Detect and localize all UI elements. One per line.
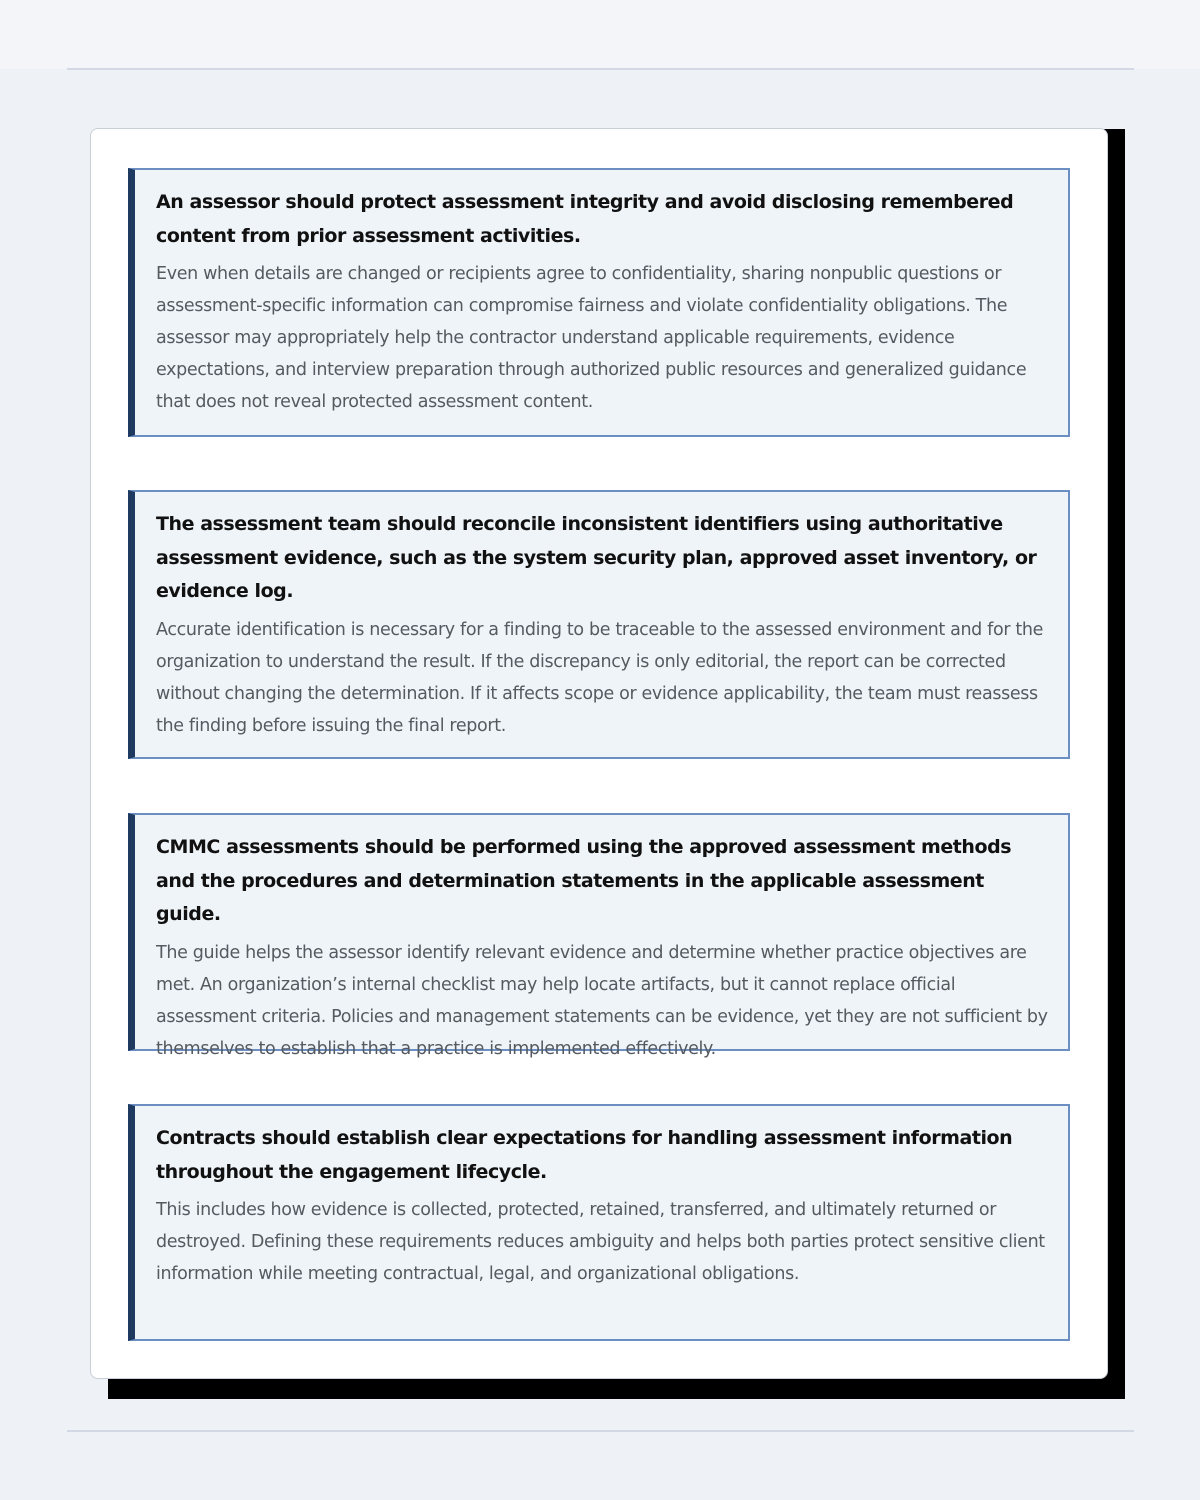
guidance-card-4 bbox=[128, 1104, 1070, 1341]
top-band bbox=[0, 0, 1200, 69]
card-title: The assessment team should reconcile inconsistent identifiers using authoritative assessment evidence, such as the system security plan, approved asset inventory, or evidence log. bbox=[156, 513, 1037, 602]
guidance-card-2 bbox=[128, 490, 1070, 759]
card-title: CMMC assessments should be performed using the approved assessment methods and the procedures and determination statements in the applicable assessment guide. bbox=[156, 836, 1012, 925]
document-page bbox=[90, 128, 1108, 1379]
card-body: This includes how evidence is collected, protected, retained, transferred, and ultimately returned or destroyed. Defining these requirements reduces ambiguity and helps both parties protect sensitive client information while meeting contractual, legal, and organizational obligations. bbox=[156, 1200, 1045, 1284]
top-divider bbox=[67, 68, 1134, 70]
card-body: Accurate identification is necessary for a finding to be traceable to the assessed environment and for the organization to understand the result. If the discrepancy is only editorial, the report can be corrected without changing the determination. If it affects scope or evidence applicability, the team must reassess the finding before issuing the final report. bbox=[156, 619, 1044, 736]
card-body: The guide helps the assessor identify relevant evidence and determine whether practice objectives are met. An organization’s internal checklist may help locate artifacts, but it cannot replace official assessment criteria. Policies and management statements can be evidence, yet they are not sufficient by themselves to establish that a practice is implemented effectively. bbox=[156, 942, 1048, 1059]
bottom-divider bbox=[67, 1430, 1134, 1432]
card-title: Contracts should establish clear expectations for handling assessment information throughout the engagement lifecycle. bbox=[156, 1127, 1013, 1183]
guidance-card-1 bbox=[128, 168, 1070, 437]
card-title: An assessor should protect assessment integrity and avoid disclosing remembered content from prior assessment activities. bbox=[156, 191, 1014, 247]
card-body: Even when details are changed or recipients agree to confidentiality, sharing nonpublic questions or assessment-specific information can compromise fairness and violate confidentiality obligations. The assessor may appropriately help the contractor understand applicable requirements, evidence expectations, and interview preparation through authorized public resources and generalized guidance that does not reveal protected assessment content. bbox=[156, 264, 1027, 412]
guidance-card-3 bbox=[128, 813, 1070, 1059]
